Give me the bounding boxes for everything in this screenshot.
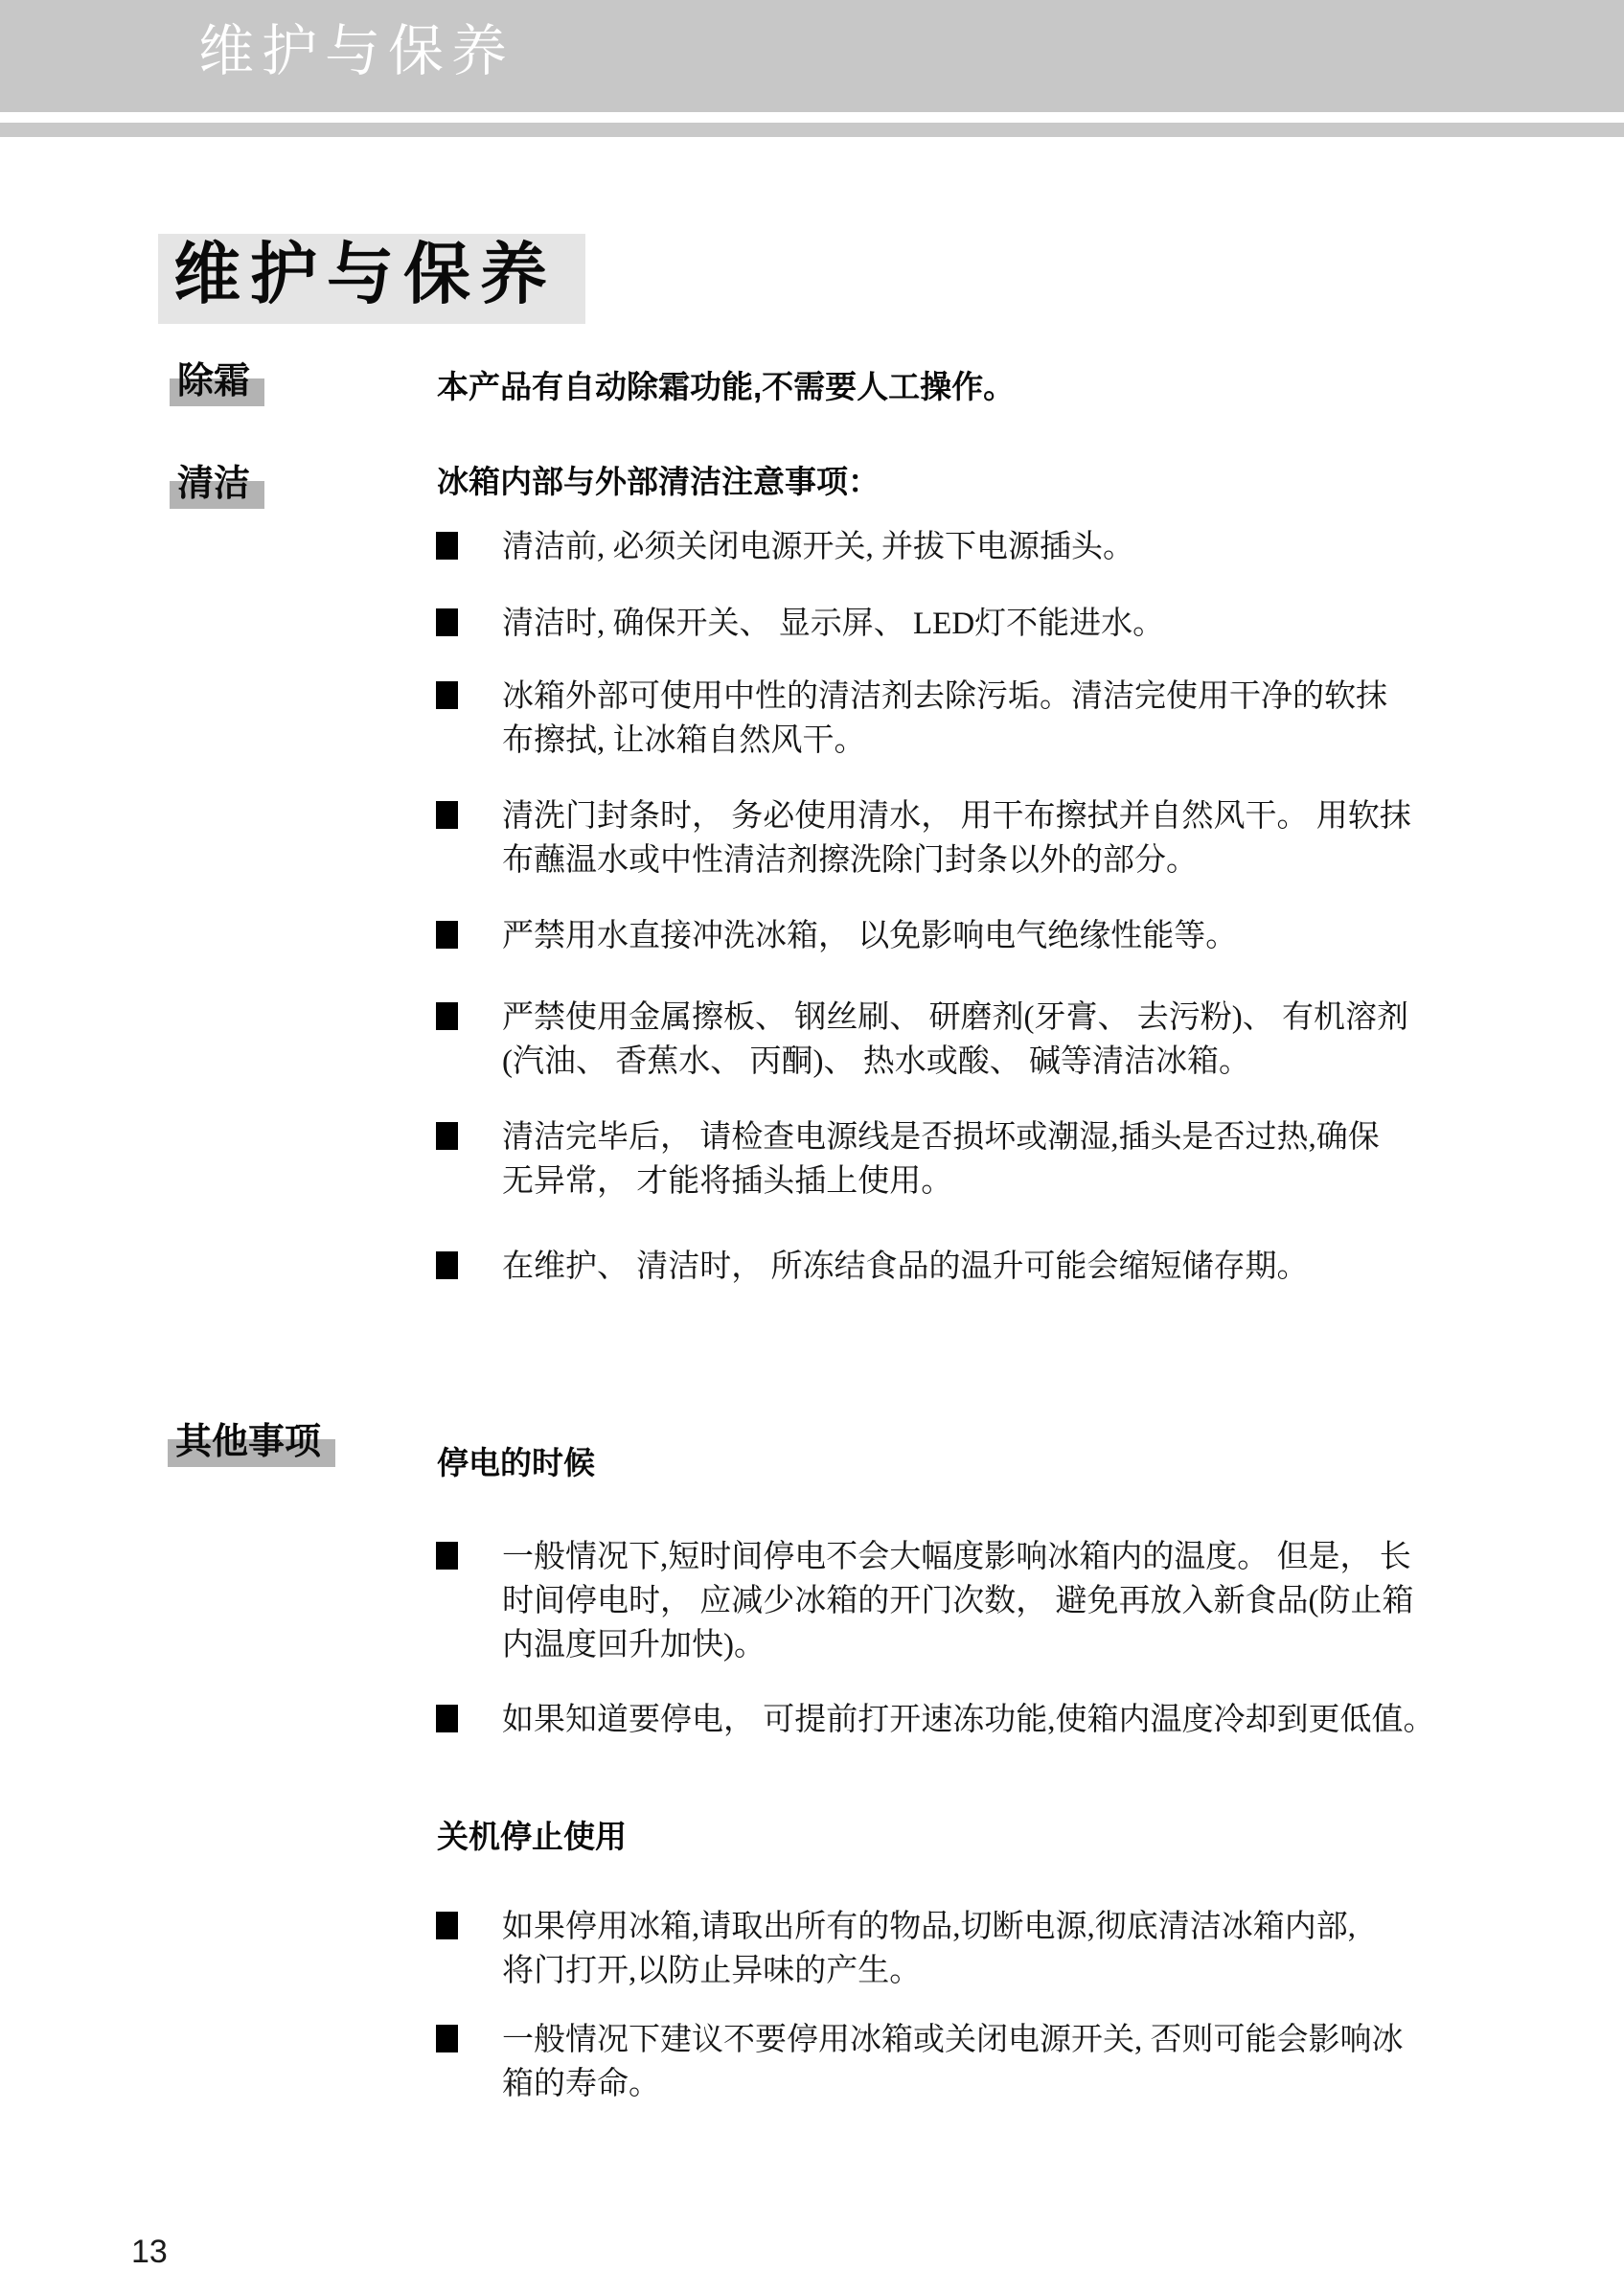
header-band-title: 维护与保养 xyxy=(198,20,515,82)
section-label-cleaning xyxy=(177,463,250,505)
bullet-line: 箱的寿命。 xyxy=(502,2067,660,2101)
bullet-line: 时间停电时， 应减少冰箱的开门次数， 避免再放入新食品(防止箱 xyxy=(502,1584,1414,1618)
bullet-item xyxy=(436,2018,1404,2106)
bullet-square-icon xyxy=(436,1122,458,1150)
bullet-line: (汽油、 香蕉水、 丙酮)、 热水或酸、 碱等清洁冰箱。 xyxy=(502,1044,1250,1079)
bullet-item xyxy=(436,602,1164,646)
bullet-square-icon xyxy=(436,2025,458,2052)
bullet-item xyxy=(436,1115,1380,1204)
section-label-text: 除霜 xyxy=(177,361,251,401)
bullet-square-icon xyxy=(436,532,458,560)
bullet-item xyxy=(436,1698,1435,1742)
bullet-line: 严禁使用金属擦板、 钢丝刷、 研磨剂(牙膏、 去污粉)、 有机溶剂 xyxy=(502,1000,1408,1035)
bullet-line: 一般情况下建议不要停用冰箱或关闭电源开关, 否则可能会影响冰 xyxy=(502,2023,1404,2057)
bullet-item xyxy=(436,996,1408,1084)
bullet-item xyxy=(436,794,1411,883)
bullet-square-icon xyxy=(436,608,458,636)
bullet-square-icon xyxy=(436,1912,458,1939)
bullet-line: 一般情况下,短时间停电不会大幅度影响冰箱内的温度。 但是， 长 xyxy=(502,1540,1411,1574)
bullet-square-icon xyxy=(436,1542,458,1570)
bullet-line: 如果停用冰箱,请取出所有的物品,切断电源,彻底清洁冰箱内部, xyxy=(502,1910,1356,1944)
bullet-line: 清洁前, 必须关闭电源开关, 并拔下电源插头。 xyxy=(502,530,1134,564)
bullet-line: 内温度回升加快)。 xyxy=(502,1628,766,1662)
bullet-item xyxy=(436,1905,1356,1993)
bullet-line: 冰箱外部可使用中性的清洁剂去除污垢。清洁完使用干净的软抹 xyxy=(502,679,1387,714)
bullet-line: 布蘸温水或中性清洁剂擦洗除门封条以外的部分。 xyxy=(502,843,1198,878)
bullet-item xyxy=(436,1245,1309,1289)
bullet-line: 严禁用水直接冲洗冰箱， 以免影响电气绝缘性能等。 xyxy=(502,919,1238,953)
defrost-intro-text: 本产品有自动除霜功能,不需要人工操作。 xyxy=(437,369,1016,404)
bullet-line: 将门打开,以防止异味的产生。 xyxy=(502,1954,922,1988)
bullet-line: 布擦拭, 让冰箱自然风干。 xyxy=(502,723,866,758)
bullet-item xyxy=(436,675,1387,763)
header-divider-bar xyxy=(0,123,1624,137)
section-label-text: 其他事项 xyxy=(175,1422,322,1462)
bullet-line: 清洁时, 确保开关、 显示屏、 LED灯不能进水。 xyxy=(502,607,1165,641)
subsection-heading-power-outage: 停电的时候 xyxy=(437,1445,595,1480)
bullet-item xyxy=(436,525,1134,569)
bullet-square-icon xyxy=(436,921,458,949)
section-label-other xyxy=(175,1421,321,1463)
bullet-item xyxy=(436,914,1237,958)
bullet-square-icon xyxy=(436,1002,458,1030)
bullet-square-icon xyxy=(436,801,458,829)
bullet-line: 清洁完毕后， 请检查电源线是否损坏或潮湿,插头是否过热,确保 xyxy=(502,1120,1380,1155)
header-band xyxy=(0,0,1624,112)
section-label-defrost xyxy=(177,360,250,402)
bullet-line: 无异常， 才能将插头插上使用。 xyxy=(502,1164,953,1199)
page-number: 13 xyxy=(131,2234,168,2270)
bullet-square-icon xyxy=(436,1251,458,1279)
bullet-item xyxy=(436,1535,1414,1667)
bullet-line: 清洗门封条时， 务必使用清水， 用干布擦拭并自然风干。 用软抹 xyxy=(502,799,1411,834)
bullet-square-icon xyxy=(436,1705,458,1732)
bullet-square-icon xyxy=(436,681,458,709)
subsection-heading-shutdown: 关机停止使用 xyxy=(437,1819,627,1854)
cleaning-intro-text: 冰箱内部与外部清洁注意事项： xyxy=(437,464,880,499)
bullet-line: 在维护、 清洁时， 所冻结食品的温升可能会缩短储存期。 xyxy=(502,1250,1309,1284)
section-label-text: 清洁 xyxy=(177,464,251,504)
bullet-line: 如果知道要停电， 可提前打开速冻功能,使箱内温度冷却到更低值。 xyxy=(502,1703,1435,1737)
page-title: 维护与保养 xyxy=(158,234,585,324)
